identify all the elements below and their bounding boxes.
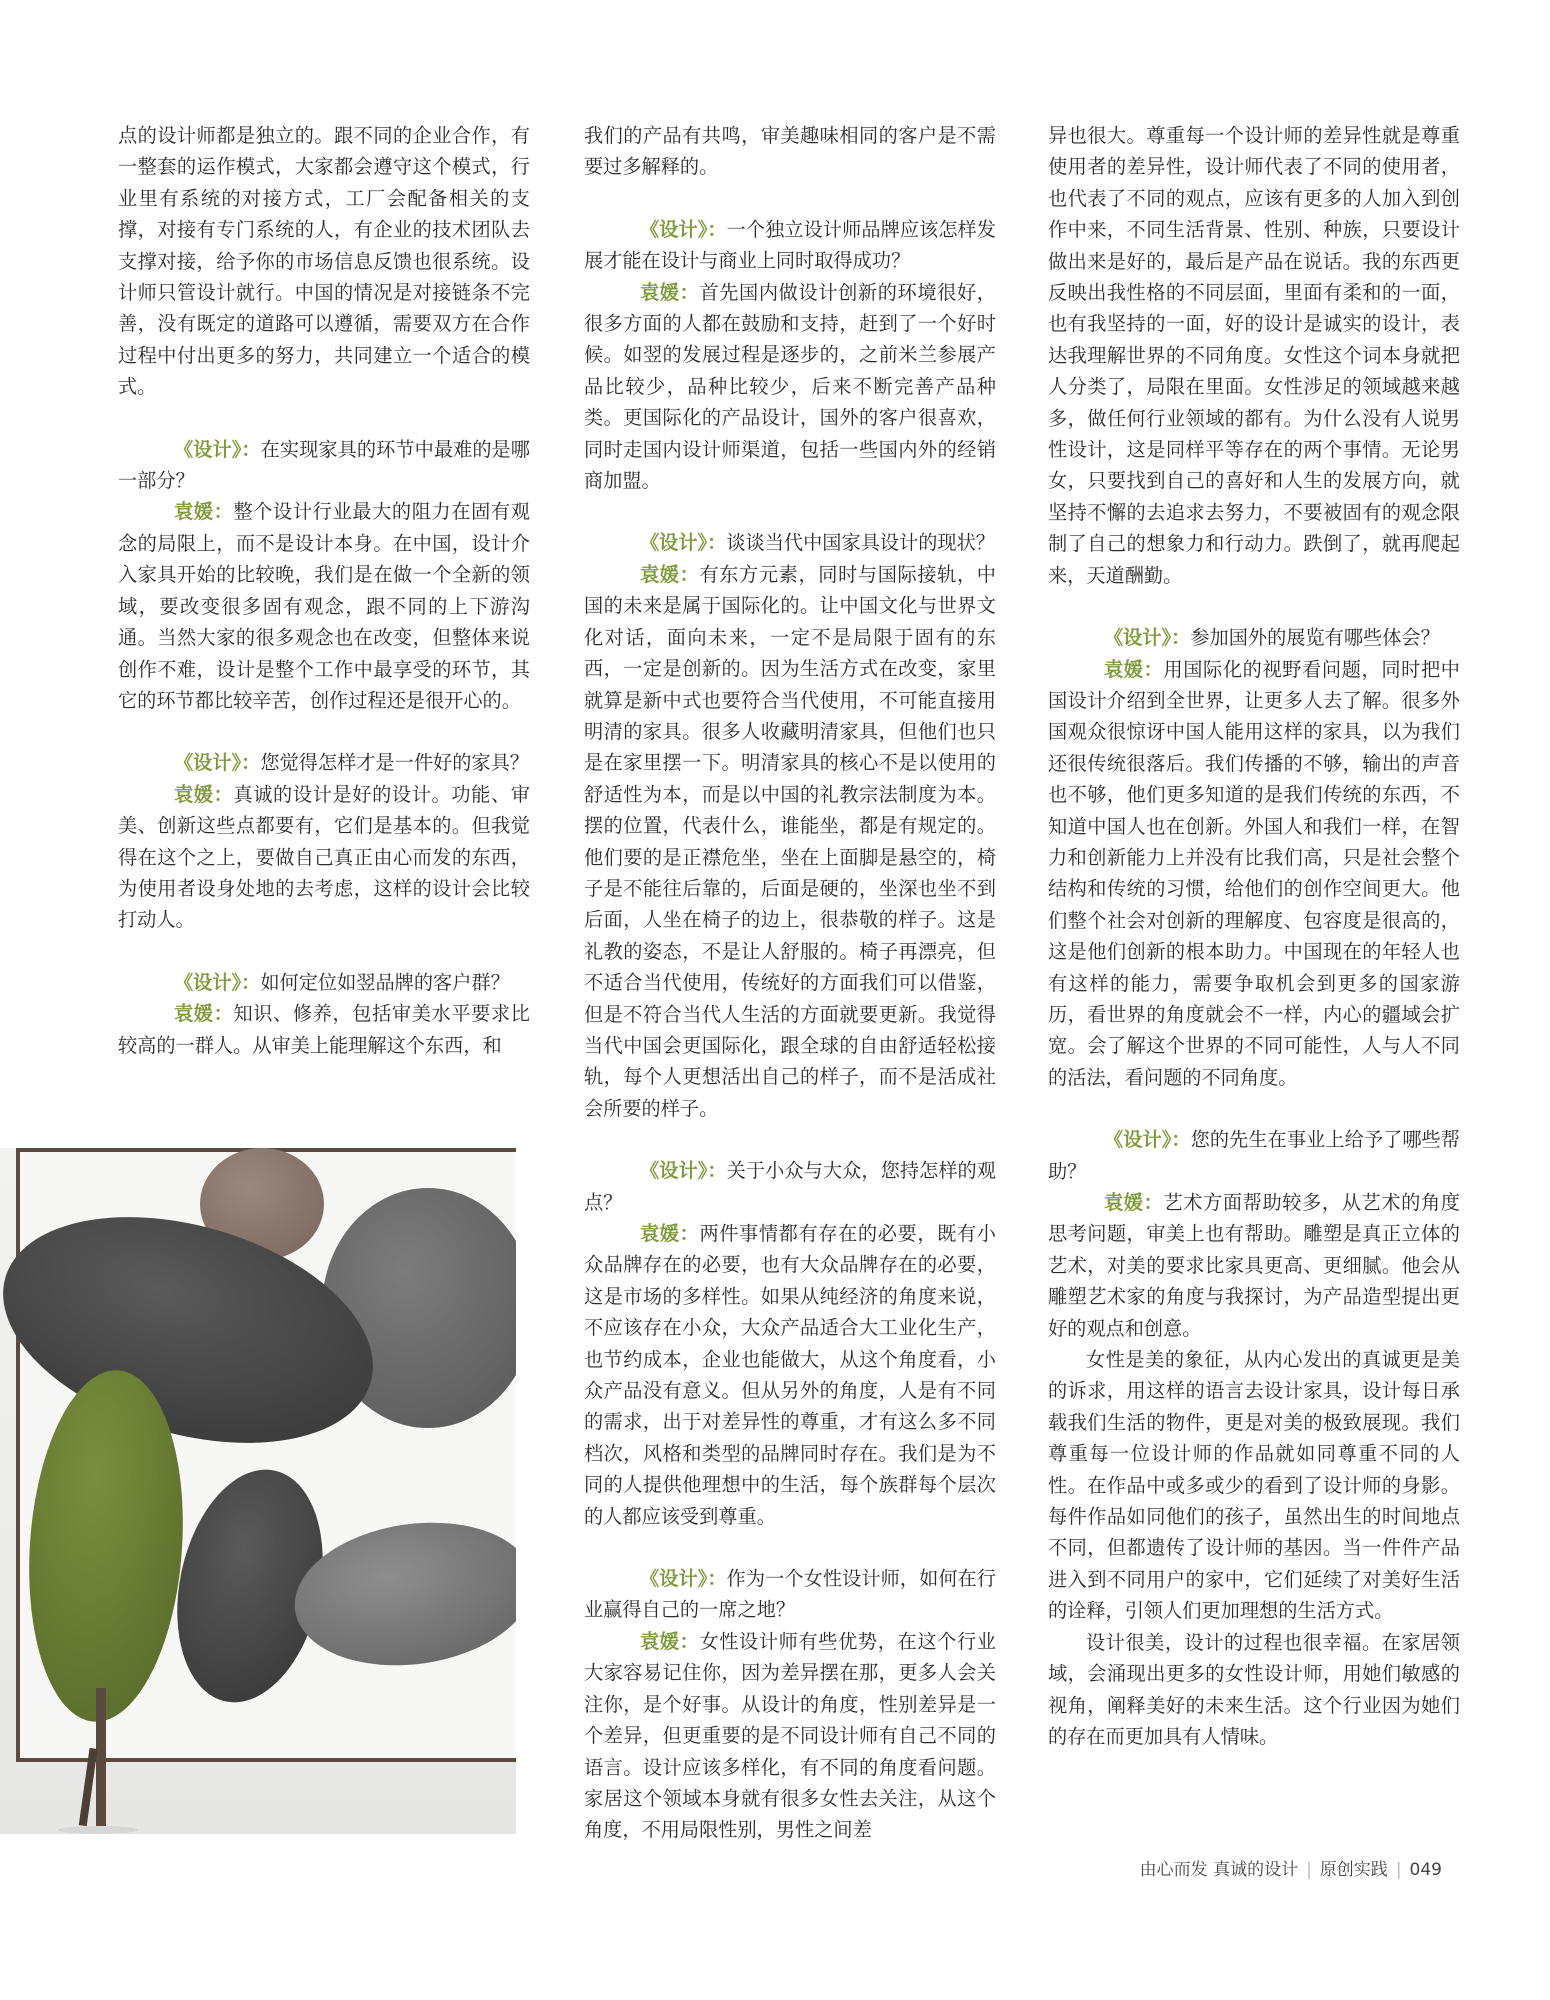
page-footer <box>1140 1855 1442 1880</box>
answer-text: 首先国内做设计创新的环境很好，很多方面的人都在鼓励和支持，赶到了一个好时候。如翌的发展过程是逐步的，之前米兰参展产品比较少，品种比较少，后来不断完善产品种类。更国际化的产品设计，国外的客户很喜欢，同时走国内设计师渠道，包括一些国内外的经销商加盟。 <box>584 280 996 493</box>
paragraph: 设计很美，设计的过程也很幸福。在家居领域，会涌现出更多的女性设计师，用她们敏感的视角，阐释美好的未来生活。这个行业因为她们的存在而更加具有人情味。 <box>1048 1630 1460 1748</box>
question-text: 如何定位如翌品牌的客户群？ <box>260 970 510 994</box>
answer-text: 真诚的设计是好的设计。功能、审美、创新这些点都要有，它们是基本的。但我觉得在这个之上，要做自己真正由心而发的东西，为使用者设身处地的去考虑，这样的设计会比较打动人。 <box>118 782 530 932</box>
paragraph: 异也很大。尊重每一个设计师的差异性就是尊重使用者的差异性，设计师代表了不同的使用者，也代表了不同的观点，应该有更多的人加入到创作中来，不同生活背景、性别、种族，只要设计做出来是好的，最后是产品在说话。我的东西更反映出我性格的不同层面，里面有柔和的一面，也有我坚持的一面，好的设计是诚实的设计，表达我理解世界的不同角度。女性这个词本身就把人分类了，局限在里面。女性涉足的领域越来越多，做任何行业领域的都有。为什么没有人说男性设计，这是同样平等存在的两个事情。无论男女，只要找到自己的喜好和人生的发展方向，就坚持不懈的去追求去努力，不要被固有的观念限制了自己的想象力和行动力。跌倒了，就再爬起来，天道酬勤。 <box>1048 124 1460 587</box>
answer-label: 袁媛： <box>1104 657 1164 681</box>
answer-label: 袁媛： <box>174 1002 234 1026</box>
question <box>584 1563 996 1626</box>
text-column-3 <box>1048 120 1460 1752</box>
answer-label: 袁媛： <box>174 782 234 806</box>
text-column-2 <box>584 120 996 1846</box>
answer-label: 袁媛： <box>640 562 700 586</box>
footer-section: 原创实践 <box>1319 1860 1388 1880</box>
question-label: 《设计》： <box>640 1567 727 1591</box>
question-label: 《设计》： <box>1104 626 1191 650</box>
answer <box>118 998 530 1061</box>
answer-text: 用国际化的视野看问题，同时把中国设计介绍到全世界，让更多人去了解。很多外国观众很惊讶中国人能用这样的家具，以为我们还很传统很落后。我们传播的不够，输出的声音也不够，他们更多知道的是我们传统的东西，不知道中国人也在创新。外国人和我们一样，在智力和创新能力上并没有比我们高，只是社会整个结构和传统的习惯，给他们的创作空间更大。他们整个社会对创新的理解度、包容度是很高的，这是他们创新的根本助力。中国现在的年轻人也有这样的能力，需要争取机会到更多的国家游历，看世界的角度就会不一样，内心的疆域会扩宽。会了解这个世界的不同可能性，人与人不同的活法，看问题的不同角度。 <box>1048 657 1460 1089</box>
stand-leg <box>96 1688 106 1826</box>
question-text: 作为一个女性设计师，如何在行业赢得自己的一席之地？ <box>584 1567 996 1622</box>
question-text: 一个独立设计师品牌应该怎样发展才能在设计与商业上同时取得成功？ <box>584 217 996 273</box>
answer <box>1048 654 1460 1094</box>
question <box>118 747 530 778</box>
footer-title: 由心而发 真诚的设计 <box>1139 1860 1299 1880</box>
question-label: 《设计》： <box>1104 1128 1191 1152</box>
paragraph: 我们的产品有共鸣，审美趣味相同的客户是不需要过多解释的。 <box>584 124 996 179</box>
question-label: 《设计》： <box>174 970 261 994</box>
separator: | <box>1306 1860 1312 1880</box>
answer-text: 两件事情都有存在的必要，既有小众品牌存在的必要，也有大众品牌存在的必要，这是市场的多样性。如果从纯经济的角度来说，不应该存在小众，大众产品适合大工业化生产，也节约成本，企业也能做大，从这个角度看，小众产品没有意义。但从另外的角度，人是有不同的需求，出于对差异性的尊重，才有这么多不同档次，风格和类型的品牌同时存在。我们是为不同的人提供他理想中的生活，每个族群每个层次的人都应该受到尊重。 <box>584 1222 996 1528</box>
question <box>118 967 530 998</box>
answer <box>1048 1187 1460 1344</box>
answer <box>584 277 996 497</box>
question <box>584 527 996 558</box>
question-text: 谈谈当代中国家具设计的现状？ <box>726 531 995 555</box>
floor-shadow <box>58 1826 138 1834</box>
answer <box>118 779 530 936</box>
question-text: 您的先生在事业上给予了哪些帮助？ <box>1048 1128 1460 1183</box>
answer-label: 袁媛： <box>640 1222 700 1245</box>
answer-text: 知识、修养，包括审美水平要求比较高的一群人。从审美上能理解这个东西，和 <box>118 1002 530 1057</box>
question-label: 《设计》： <box>174 437 261 461</box>
paragraph: 点的设计师都是独立的。跟不同的企业合作，有一整套的运作模式，大家都会遵守这个模式，行业里有系统的对接方式，工厂会配备相关的支撑，对接有专门系统的人，有企业的技术团队去支撑对接，给予你的市场信息反馈也很系统。设计师只管设计就行。中国的情况是对接链条不完善，没有既定的道路可以遵循，需要双方在合作过程中付出更多的努力，共同建立一个适合的模式。 <box>118 124 530 399</box>
question-text: 参加国外的展览有哪些体会？ <box>1190 626 1440 650</box>
question-label: 《设计》： <box>640 1159 727 1183</box>
text-column-1 <box>118 120 530 1061</box>
paragraph: 女性是美的象征，从内心发出的真诚更是美的诉求，用这样的语言去设计家具，设计每日承载我们生活的物件，更是对美的极致展现。我们尊重每一位设计师的作品就如同尊重不同的人性。在作品中或多或少的看到了设计师的身影。每件作品如同他们的孩子，虽然出生的时间地点不同，但都遗传了设计师的基因。当一件件产品进入到不同用户的家中，它们延续了对美好生活的诠释，引领人们更加理想的生活方式。 <box>1048 1348 1460 1623</box>
question <box>1048 622 1460 653</box>
page-number: 049 <box>1409 1860 1442 1880</box>
question-label: 《设计》： <box>174 751 261 775</box>
answer <box>584 1218 996 1532</box>
furniture-photo <box>0 1148 516 1834</box>
question <box>118 434 530 497</box>
answer-text: 艺术方面帮助较多，从艺术的角度思考问题，审美上也有帮助。雕塑是真正立体的艺术，对美的要求比家具更高、更细腻。他会从雕塑艺术家的角度与我探讨，为产品造型提出更好的观点和创意。 <box>1048 1191 1460 1340</box>
question-text: 您觉得怎样才是一件好的家具？ <box>260 751 529 775</box>
answer-label: 袁媛： <box>640 280 700 304</box>
question <box>584 1155 996 1218</box>
question-label: 《设计》： <box>640 217 727 241</box>
question-text: 关于小众与大众，您持怎样的观点？ <box>584 1159 996 1214</box>
answer-text: 有东方元素，同时与国际接轨，中国的未来是属于国际化的。让中国文化与世界文化对话，面向未来，一定不是局限于固有的东西，一定是创新的。因为生活方式在改变，家里就算是新中式也要符合当代使用，不可能直接用明清的家具。很多人收藏明清家具，但他们也只是在家里摆一下。明清家具的核心不是以使用的舒适性为本，而是以中国的礼教宗法制度为本。摆的位置，代表什么，谁能坐，都是有规定的。他们要的是正襟危坐，坐在上面脚是悬空的，椅子是不能往后靠的，后面是硬的，坐深也坐不到后面，人坐在椅子的边上，很恭敬的样子。这是礼教的姿态，不是让人舒服的。椅子再漂亮，但不适合当代使用，传统好的方面我们可以借鉴，但是不符合当代人生活的方面就要更新。我觉得当代中国会更国际化，跟全球的自由舒适轻松接轨，每个人更想活出自己的样子，而不是活成社会所要的样子。 <box>584 562 996 1120</box>
answer-label: 袁媛： <box>640 1629 700 1653</box>
answer <box>584 559 996 1124</box>
answer-text: 整个设计行业最大的阻力在固有观念的局限上，而不是设计本身。在中国，设计介入家具开始的比较晚，我们是在做一个全新的领域，要改变很多固有观念，跟不同的上下游沟通。当然大家的很多观念也在改变，但整体来说创作不难，设计是整个工作中最享受的环节，其它的环节都比较辛苦，创作过程还是很开心的。 <box>118 500 530 712</box>
separator: | <box>1395 1860 1402 1880</box>
answer-label: 袁媛： <box>174 500 234 524</box>
answer <box>584 1626 996 1846</box>
answer-text: 女性设计师有些优势，在这个行业大家容易记住你，因为差异摆在那，更多人会关注你，是个好事。从设计的角度，性别差异是一个差异，但更重要的是不同设计师有自己不同的语言。设计应该多样化，有不同的角度看问题。家居这个领域本身就有很多女性去关注，从这个角度，不用局限性别，男性之间差 <box>584 1629 996 1842</box>
answer-label: 袁媛： <box>1104 1191 1164 1214</box>
question <box>1048 1124 1460 1187</box>
question-text: 在实现家具的环节中最难的是哪一部分？ <box>118 437 530 493</box>
question-label: 《设计》： <box>640 531 727 555</box>
question <box>584 214 996 277</box>
answer <box>118 496 530 716</box>
stone-screen-illustration <box>0 1148 516 1834</box>
